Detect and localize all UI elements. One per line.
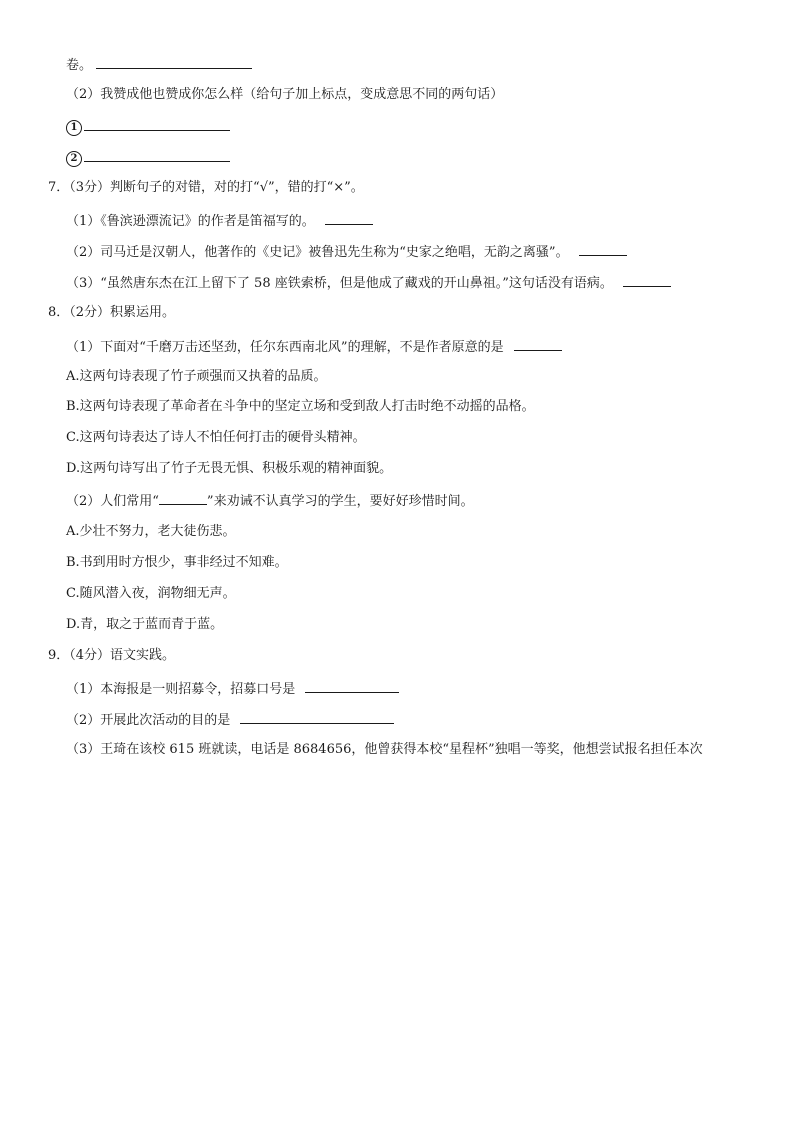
option-8-1-a[interactable]: [66, 369, 327, 385]
option-text: A.少壮不努力，老大徒伤悲。: [66, 524, 236, 539]
circled-number-2: 2: [66, 151, 82, 167]
question-8-2: [66, 492, 474, 508]
option-8-2-b[interactable]: [66, 555, 288, 571]
option-8-1-c[interactable]: [66, 430, 366, 446]
continued-line: [66, 56, 252, 72]
option-text: C.随风潜入夜，润物细无声。: [66, 586, 236, 601]
option-text: B.这两句诗表现了革命者在斗争中的坚定立场和受到敌人打击时绝不动摇的品格。: [66, 399, 535, 414]
line-text: （1）本海报是一则招募令，招募口号是: [66, 682, 296, 697]
option-8-2-d[interactable]: [66, 617, 223, 633]
answer-line-1: [66, 118, 230, 134]
answer-blank[interactable]: [84, 118, 230, 131]
option-8-1-b[interactable]: [66, 399, 535, 415]
question-9-3: [66, 742, 703, 758]
question-9: [48, 648, 175, 664]
option-text: A.这两句诗表现了竹子顽强而又执着的品质。: [66, 369, 327, 384]
line-text: （2）司马迁是汉朝人，他著作的《史记》被鲁迅先生称为“史家之绝唱，无韵之离骚”。: [66, 245, 569, 260]
answer-blank[interactable]: [623, 274, 671, 287]
question-7-3: [66, 274, 671, 290]
question-8: [48, 305, 175, 321]
answer-blank[interactable]: [159, 492, 207, 505]
answer-blank[interactable]: [240, 711, 394, 724]
question-8-1: [66, 338, 562, 354]
answer-blank[interactable]: [514, 338, 562, 351]
answer-blank[interactable]: [84, 149, 230, 162]
line-text: 7．（3分）判断句子的对错，对的打“√”，错的打“×”。: [48, 180, 364, 195]
line-text: （2）人们常用“: [66, 494, 159, 509]
option-text: D.青，取之于蓝而青于蓝。: [66, 617, 224, 632]
line-text: （1）下面对“千磨万击还坚劲，任尔东西南北风”的理解，不是作者原意的是: [66, 340, 504, 355]
option-8-1-d[interactable]: [66, 461, 392, 477]
line-text: ”来劝诫不认真学习的学生，要好好珍惜时间。: [206, 494, 474, 509]
line-text: 9．（4分）语文实践。: [48, 648, 176, 663]
answer-blank[interactable]: [579, 243, 627, 256]
option-text: B.书到用时方恨少，事非经过不知难。: [66, 555, 288, 570]
question-6-2: [66, 87, 503, 103]
option-text: D.这两句诗写出了竹子无畏无惧、积极乐观的精神面貌。: [66, 461, 393, 476]
question-7: [48, 180, 364, 196]
circled-number-1: 1: [66, 120, 82, 136]
question-7-2: [66, 243, 627, 259]
line-text: 卷。: [66, 58, 93, 73]
line-text: 8．（2分）积累运用。: [48, 305, 176, 320]
line-text: （1）《鲁滨逊漂流记》的作者是笛福写的。: [66, 214, 315, 229]
option-8-2-a[interactable]: [66, 524, 236, 540]
answer-blank[interactable]: [96, 56, 252, 69]
line-text: （3）“虽然唐东杰在江上留下了 58 座铁索桥，但是他成了藏戏的开山鼻祖。”这句话没有语病。: [66, 276, 613, 291]
line-text: （2）开展此次活动的目的是: [66, 713, 231, 728]
question-9-1: [66, 680, 399, 696]
line-text: （3）王琦在该校 615 班就读，电话是 8684656，他曾获得本校“星程杯”独唱一等奖，他想尝试报名担任本次: [66, 742, 703, 757]
question-9-2: [66, 711, 394, 727]
line-text: （2）我赞成他也赞成你怎么样（给句子加上标点，变成意思不同的两句话）: [66, 87, 504, 102]
answer-line-2: [66, 149, 230, 165]
option-text: C.这两句诗表达了诗人不怕任何打击的硬骨头精神。: [66, 430, 366, 445]
answer-blank[interactable]: [305, 680, 399, 693]
question-7-1: [66, 212, 373, 228]
answer-blank[interactable]: [325, 212, 373, 225]
option-8-2-c[interactable]: [66, 586, 236, 602]
